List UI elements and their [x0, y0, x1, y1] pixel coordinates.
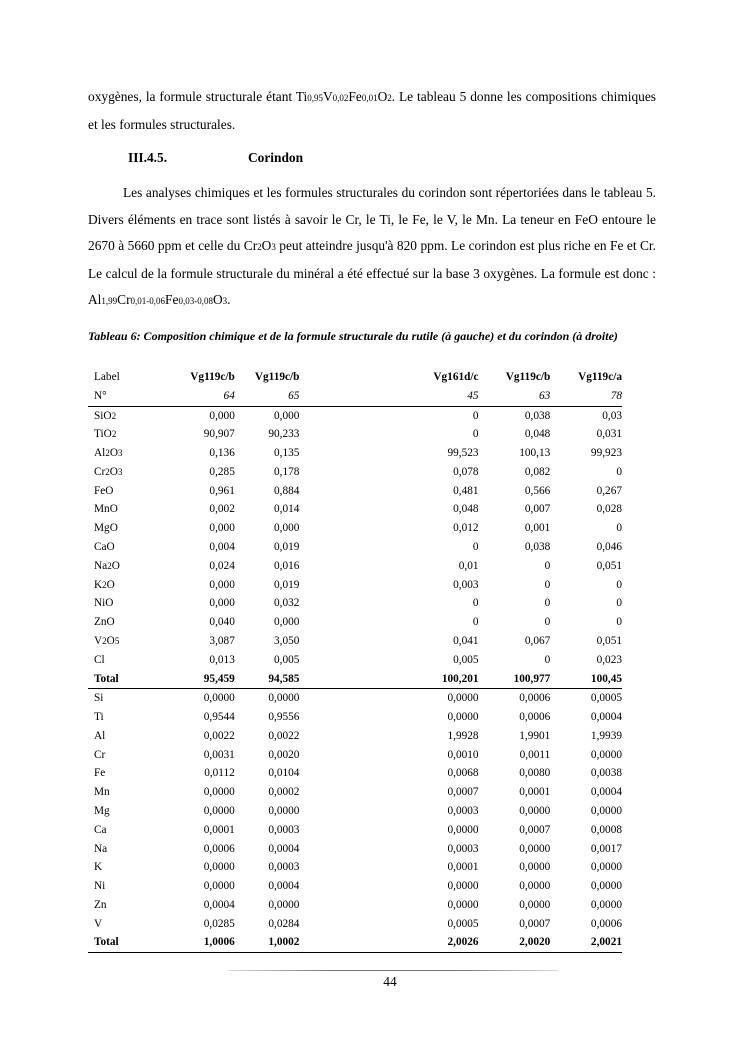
table-cell: 0,019: [274, 541, 300, 554]
column-gap: [299, 368, 433, 387]
row-label: Total: [94, 672, 119, 685]
column-gap: [299, 689, 433, 708]
table-cell: 0: [616, 522, 622, 535]
table-cell: 100,45: [590, 672, 622, 685]
table-cell: 1,9928: [447, 729, 479, 742]
table-cell: 0,0068: [447, 767, 479, 780]
row-label: Si: [88, 689, 156, 708]
oxide-total-row: [88, 670, 622, 689]
table-cell: 0,0104: [268, 767, 300, 780]
paragraph-corindon: Les analyses chimiques et les formules structurales du corindon sont répertoriées dans le tableau 5. Divers éléments en trace sont listés à savoir le Cr, le Ti, le Fe, le V, le Mn. La teneur en FeO entoure le 2670 à 5660 ppm et celle du Cr2O3 peut atteindre jusqu'à 820 ppm. Le corindon est plus riche en Fe et Cr. Le calcul de la formule structurale du minéral a été effectué sur la base 3 oxygènes. La formule est donc : Al1,99Cr0,01-0,06Fe0,03-0,08O3.: [88, 185, 656, 307]
table-cell: 0,0284: [268, 917, 300, 930]
row-label: Total: [88, 933, 156, 952]
table-cell: 0,082: [524, 465, 551, 478]
column-header: Vg119c/b: [505, 371, 551, 383]
table-row: [88, 557, 622, 576]
table-cell: 0,0004: [590, 786, 622, 799]
table-cell: 0: [616, 465, 622, 478]
row-label: V2O5: [94, 634, 120, 647]
table-cell: 0,040: [209, 616, 235, 629]
table-cell: 0,0000: [519, 898, 551, 911]
table-cell: 0: [433, 406, 478, 425]
table-row: [88, 896, 622, 915]
row-label: NiO: [94, 597, 114, 610]
table-row: [88, 425, 622, 444]
table-cell: 0,007: [524, 503, 551, 516]
row-label: Fe: [94, 767, 106, 780]
table-cell: 0,0011: [519, 748, 551, 761]
table-cell: 0,000: [156, 406, 235, 425]
table-cell: 0,01: [458, 559, 479, 572]
column-gap: [299, 727, 433, 746]
table-cell: 94,585: [268, 672, 300, 685]
row-label: V: [94, 917, 103, 930]
table-cell: 0,0000: [519, 804, 551, 817]
table-cell: 0,0003: [447, 804, 479, 817]
table-cell: 0,0022: [203, 729, 235, 742]
table-cell: 3,050: [274, 634, 300, 647]
table-cell: 0: [616, 616, 622, 629]
table-cell: 0,0004: [268, 842, 300, 855]
column-gap: [299, 632, 433, 651]
column-gap: [299, 670, 433, 689]
table-cell: 65: [288, 389, 300, 402]
table-cell: 0,028: [596, 503, 622, 516]
table-cell: 0,0017: [590, 842, 622, 855]
table-cell: 90,907: [203, 428, 235, 441]
table-cell: 0: [472, 541, 479, 554]
table-row: [88, 576, 622, 595]
table-cell: 0,9544: [203, 711, 235, 724]
column-header: Vg119c/b: [190, 371, 235, 383]
table-cell: 0,002: [209, 503, 235, 516]
table-row: [88, 519, 622, 538]
column-gap: [299, 933, 433, 952]
table-cell: 0,019: [274, 578, 300, 591]
table-cell: 0,038: [479, 406, 551, 425]
table-row: [88, 613, 622, 632]
row-label: K2O: [94, 578, 115, 591]
table-cell: 63: [539, 389, 551, 402]
table-cell: 100,201: [441, 672, 479, 685]
table-cell: 0,0000: [235, 689, 300, 708]
table-cell: 0: [472, 428, 479, 441]
table-row: [88, 594, 622, 613]
table-row: [88, 840, 622, 859]
table-cell: 0,016: [274, 559, 300, 572]
table-row: [88, 538, 622, 557]
column-gap: [299, 613, 433, 632]
column-gap: [299, 858, 433, 877]
table-cell: 0,048: [453, 503, 479, 516]
table-cell: 0,0003: [268, 823, 300, 836]
table-cell: 0: [472, 616, 479, 629]
table-cell: 0,267: [596, 484, 622, 497]
table-cell: 0,0000: [203, 880, 235, 893]
table-cell: 0,046: [596, 541, 622, 554]
table-cell: 0,0005: [550, 689, 622, 708]
table-cell: 0,961: [209, 484, 235, 497]
table-cell: 0,0031: [203, 748, 235, 761]
table-cell: 0,0004: [268, 880, 300, 893]
row-label: Mg: [94, 804, 110, 817]
table-cell: 0,032: [274, 597, 300, 610]
row-label: Na: [94, 842, 108, 855]
table-cell: 0: [544, 597, 551, 610]
table-cell: 0,000: [209, 578, 235, 591]
table-cell: 0: [544, 616, 551, 629]
table-cell: 0,0000: [268, 804, 300, 817]
table-cell: 0,0022: [268, 729, 300, 742]
table-header-row: [88, 368, 622, 387]
table-cell: 0,000: [209, 597, 235, 610]
table-row: [88, 877, 622, 896]
row-label: MnO: [94, 503, 118, 516]
table-cell: 0,078: [453, 465, 479, 478]
table-cell: 0,0000: [156, 689, 235, 708]
table-cell: 2,0026: [433, 933, 478, 952]
column-gap: [299, 463, 433, 482]
table-row: [88, 406, 622, 425]
table-cell: 0,0005: [447, 917, 479, 930]
table-cell: 0,0006: [203, 842, 235, 855]
table-cell: 0,9556: [268, 711, 300, 724]
table-cell: 0,0000: [590, 804, 622, 817]
column-gap: [299, 802, 433, 821]
column-gap: [299, 915, 433, 934]
table-row: [88, 651, 622, 670]
table-cell: 99,923: [590, 447, 622, 460]
table-cell: 0,005: [453, 653, 479, 666]
table-cell: 0,013: [209, 653, 235, 666]
column-gap: [299, 594, 433, 613]
row-label: Ca: [94, 823, 107, 836]
table-cell: 0,051: [596, 634, 622, 647]
table-cell: 0: [616, 597, 622, 610]
column-gap: [299, 896, 433, 915]
table-cell: 90,233: [268, 428, 300, 441]
table-cell: 0,000: [274, 616, 300, 629]
table-cell: 78: [610, 389, 622, 402]
column-gap: [299, 444, 433, 463]
table-cell: 0,012: [453, 522, 479, 535]
table-cell: 64: [223, 389, 235, 402]
table-cell: 0,0001: [519, 786, 551, 799]
table-cell: 0,481: [453, 484, 479, 497]
table-cell: 3,087: [209, 634, 235, 647]
table-cell: 0,048: [524, 428, 551, 441]
table-cell: 0,000: [274, 522, 300, 535]
column-gap: [299, 877, 433, 896]
row-label: Al: [94, 729, 106, 742]
table-cell: 0,0001: [203, 823, 235, 836]
table-cell: 0,0000: [203, 786, 235, 799]
table-row: [88, 858, 622, 877]
column-gap: [299, 783, 433, 802]
table-cell: 0,0000: [590, 898, 622, 911]
table-cell: 0,0007: [519, 823, 551, 836]
column-gap: [299, 387, 433, 406]
table-cell: 0,0000: [433, 689, 478, 708]
table-cell: 0,0000: [590, 748, 622, 761]
row-label: Mn: [94, 786, 110, 799]
table-cell: 0,0000: [590, 880, 622, 893]
column-gap: [299, 746, 433, 765]
table-row: [88, 764, 622, 783]
table-cell: 0,0000: [268, 898, 300, 911]
table-cell: 0: [616, 578, 622, 591]
table-cell: 95,459: [203, 672, 235, 685]
table-cell: 0,135: [274, 447, 300, 460]
table-cell: 0: [544, 559, 551, 572]
table-cell: 0,0000: [447, 711, 479, 724]
table-cell: 0,0112: [204, 767, 235, 780]
table-cell: 0,0003: [268, 861, 300, 874]
table-cell: 0,0010: [447, 748, 479, 761]
table-cell: 0: [472, 597, 479, 610]
column-gap: [299, 425, 433, 444]
table-row: [88, 783, 622, 802]
table-cell: 0,0007: [519, 917, 551, 930]
table-cell: 0,014: [274, 503, 300, 516]
row-label: MgO: [94, 522, 118, 535]
row-label: SiO2: [88, 406, 156, 425]
table-caption: Tableau 6: Composition chimique et de la formule structurale du rutile (à gauche) et du corindon (à droite): [88, 329, 618, 343]
table-cell: 0,004: [209, 541, 235, 554]
cation-total-row: [88, 933, 622, 952]
table-row: [88, 444, 622, 463]
table-cell: 0,0080: [519, 767, 551, 780]
row-label: Cr: [94, 748, 106, 761]
table-cell: 0,0000: [447, 823, 479, 836]
table-cell: 0,067: [524, 634, 551, 647]
column-gap: [299, 764, 433, 783]
column-header: Vg119c/a: [578, 371, 622, 383]
table-cell: 0,038: [524, 541, 551, 554]
row-label: K: [94, 861, 103, 874]
column-gap: [299, 576, 433, 595]
table-cell: 0,0002: [268, 786, 300, 799]
table-row: [88, 915, 622, 934]
table-row: [88, 632, 622, 651]
table-cell: 0,0000: [590, 861, 622, 874]
column-gap: [299, 482, 433, 501]
row-label: ZnO: [94, 616, 115, 629]
table-row: [88, 821, 622, 840]
table-cell: 1,0006: [156, 933, 235, 952]
table-cell: 0,031: [596, 428, 622, 441]
table-row: [88, 482, 622, 501]
column-gap: [299, 500, 433, 519]
table-cell: 1,9939: [590, 729, 622, 742]
table-cell: 0,0000: [519, 861, 551, 874]
section-title: Corindon: [248, 150, 304, 165]
row-label: FeO: [94, 484, 114, 497]
table-cell: 99,523: [447, 447, 479, 460]
column-gap: [299, 651, 433, 670]
table-cell: 0,178: [274, 465, 300, 478]
table-cell: 100,977: [513, 672, 551, 685]
row-label: TiO2: [94, 428, 117, 441]
table-cell: 0,0004: [203, 898, 235, 911]
sample-number-row: [88, 387, 622, 406]
row-label: Zn: [94, 898, 107, 911]
table-cell: 0,0001: [447, 861, 479, 874]
table-cell: 0,000: [235, 406, 300, 425]
column-gap: [299, 538, 433, 557]
column-gap: [299, 708, 433, 727]
row-label: Cr2O3: [94, 465, 123, 478]
table-cell: 0,0006: [479, 689, 551, 708]
table-cell: 0,136: [209, 447, 235, 460]
table-row: [88, 727, 622, 746]
row-label: Cl: [94, 653, 105, 666]
table-cell: 0,005: [274, 653, 300, 666]
column-header: Vg161d/c: [433, 371, 479, 383]
table-cell: 0,0000: [447, 880, 479, 893]
table-row: [88, 689, 622, 708]
column-header: Vg119c/b: [254, 371, 300, 383]
table-cell: 0,041: [453, 634, 479, 647]
section-number: III.4.5.: [128, 150, 168, 165]
row-label: Na2O: [94, 559, 120, 572]
paragraph-rutile-formula: oxygènes, la formule structurale étant Ti0,95V0,02Fe0,01O2. Le tableau 5 donne les compositions chimiques et les formules structurales.: [88, 89, 656, 132]
table-cell: 0,0038: [590, 767, 622, 780]
table-cell: 0,023: [596, 653, 622, 666]
column-gap: [299, 557, 433, 576]
composition-table: [88, 368, 622, 953]
table-cell: 100,13: [519, 447, 551, 460]
table-cell: 0,003: [453, 578, 479, 591]
table-row: [88, 463, 622, 482]
table-row: [88, 708, 622, 727]
table-cell: 0,0007: [447, 786, 479, 799]
table-cell: 0,03: [550, 406, 622, 425]
table-cell: 0,0000: [519, 842, 551, 855]
table-cell: 0,0285: [203, 917, 235, 930]
column-gap: [299, 519, 433, 538]
row-label: CaO: [94, 541, 115, 554]
table-row: [88, 802, 622, 821]
table-cell: 0,0000: [519, 880, 551, 893]
row-label: N°: [94, 389, 107, 402]
table-cell: 0,884: [274, 484, 300, 497]
table-cell: 0,0003: [447, 842, 479, 855]
row-label: Ti: [94, 711, 104, 724]
composition-table-body: [88, 368, 622, 953]
footer-rule: [228, 970, 558, 971]
table-cell: 2,0021: [550, 933, 622, 952]
table-cell: 0,566: [524, 484, 551, 497]
table-row: [88, 746, 622, 765]
table-cell: 0,0000: [203, 861, 235, 874]
table-cell: 1,9901: [519, 729, 551, 742]
row-label: Al2O3: [94, 447, 123, 460]
table-cell: 0,0006: [519, 711, 551, 724]
table-cell: 2,0020: [479, 933, 551, 952]
table-cell: 0,0000: [203, 804, 235, 817]
table-cell: 0,051: [596, 559, 622, 572]
table-cell: 0,000: [209, 522, 235, 535]
table-row: [88, 500, 622, 519]
page-number: 44: [383, 974, 397, 989]
table-cell: 0,0008: [590, 823, 622, 836]
column-gap: [299, 821, 433, 840]
table-cell: 0,024: [209, 559, 235, 572]
table-cell: 0,0020: [268, 748, 300, 761]
column-gap: [299, 840, 433, 859]
table-cell: 0,0006: [590, 917, 622, 930]
table-cell: 1,0002: [235, 933, 300, 952]
column-gap: [299, 406, 433, 425]
table-cell: 0,0004: [590, 711, 622, 724]
header-label: Label: [94, 371, 120, 383]
row-label: Ni: [94, 880, 106, 893]
table-cell: 0: [544, 653, 551, 666]
table-cell: 0,0000: [447, 898, 479, 911]
table-cell: 0,285: [209, 465, 235, 478]
table-cell: 45: [467, 389, 479, 402]
table-cell: 0: [544, 578, 551, 591]
table-cell: 0,001: [524, 522, 551, 535]
